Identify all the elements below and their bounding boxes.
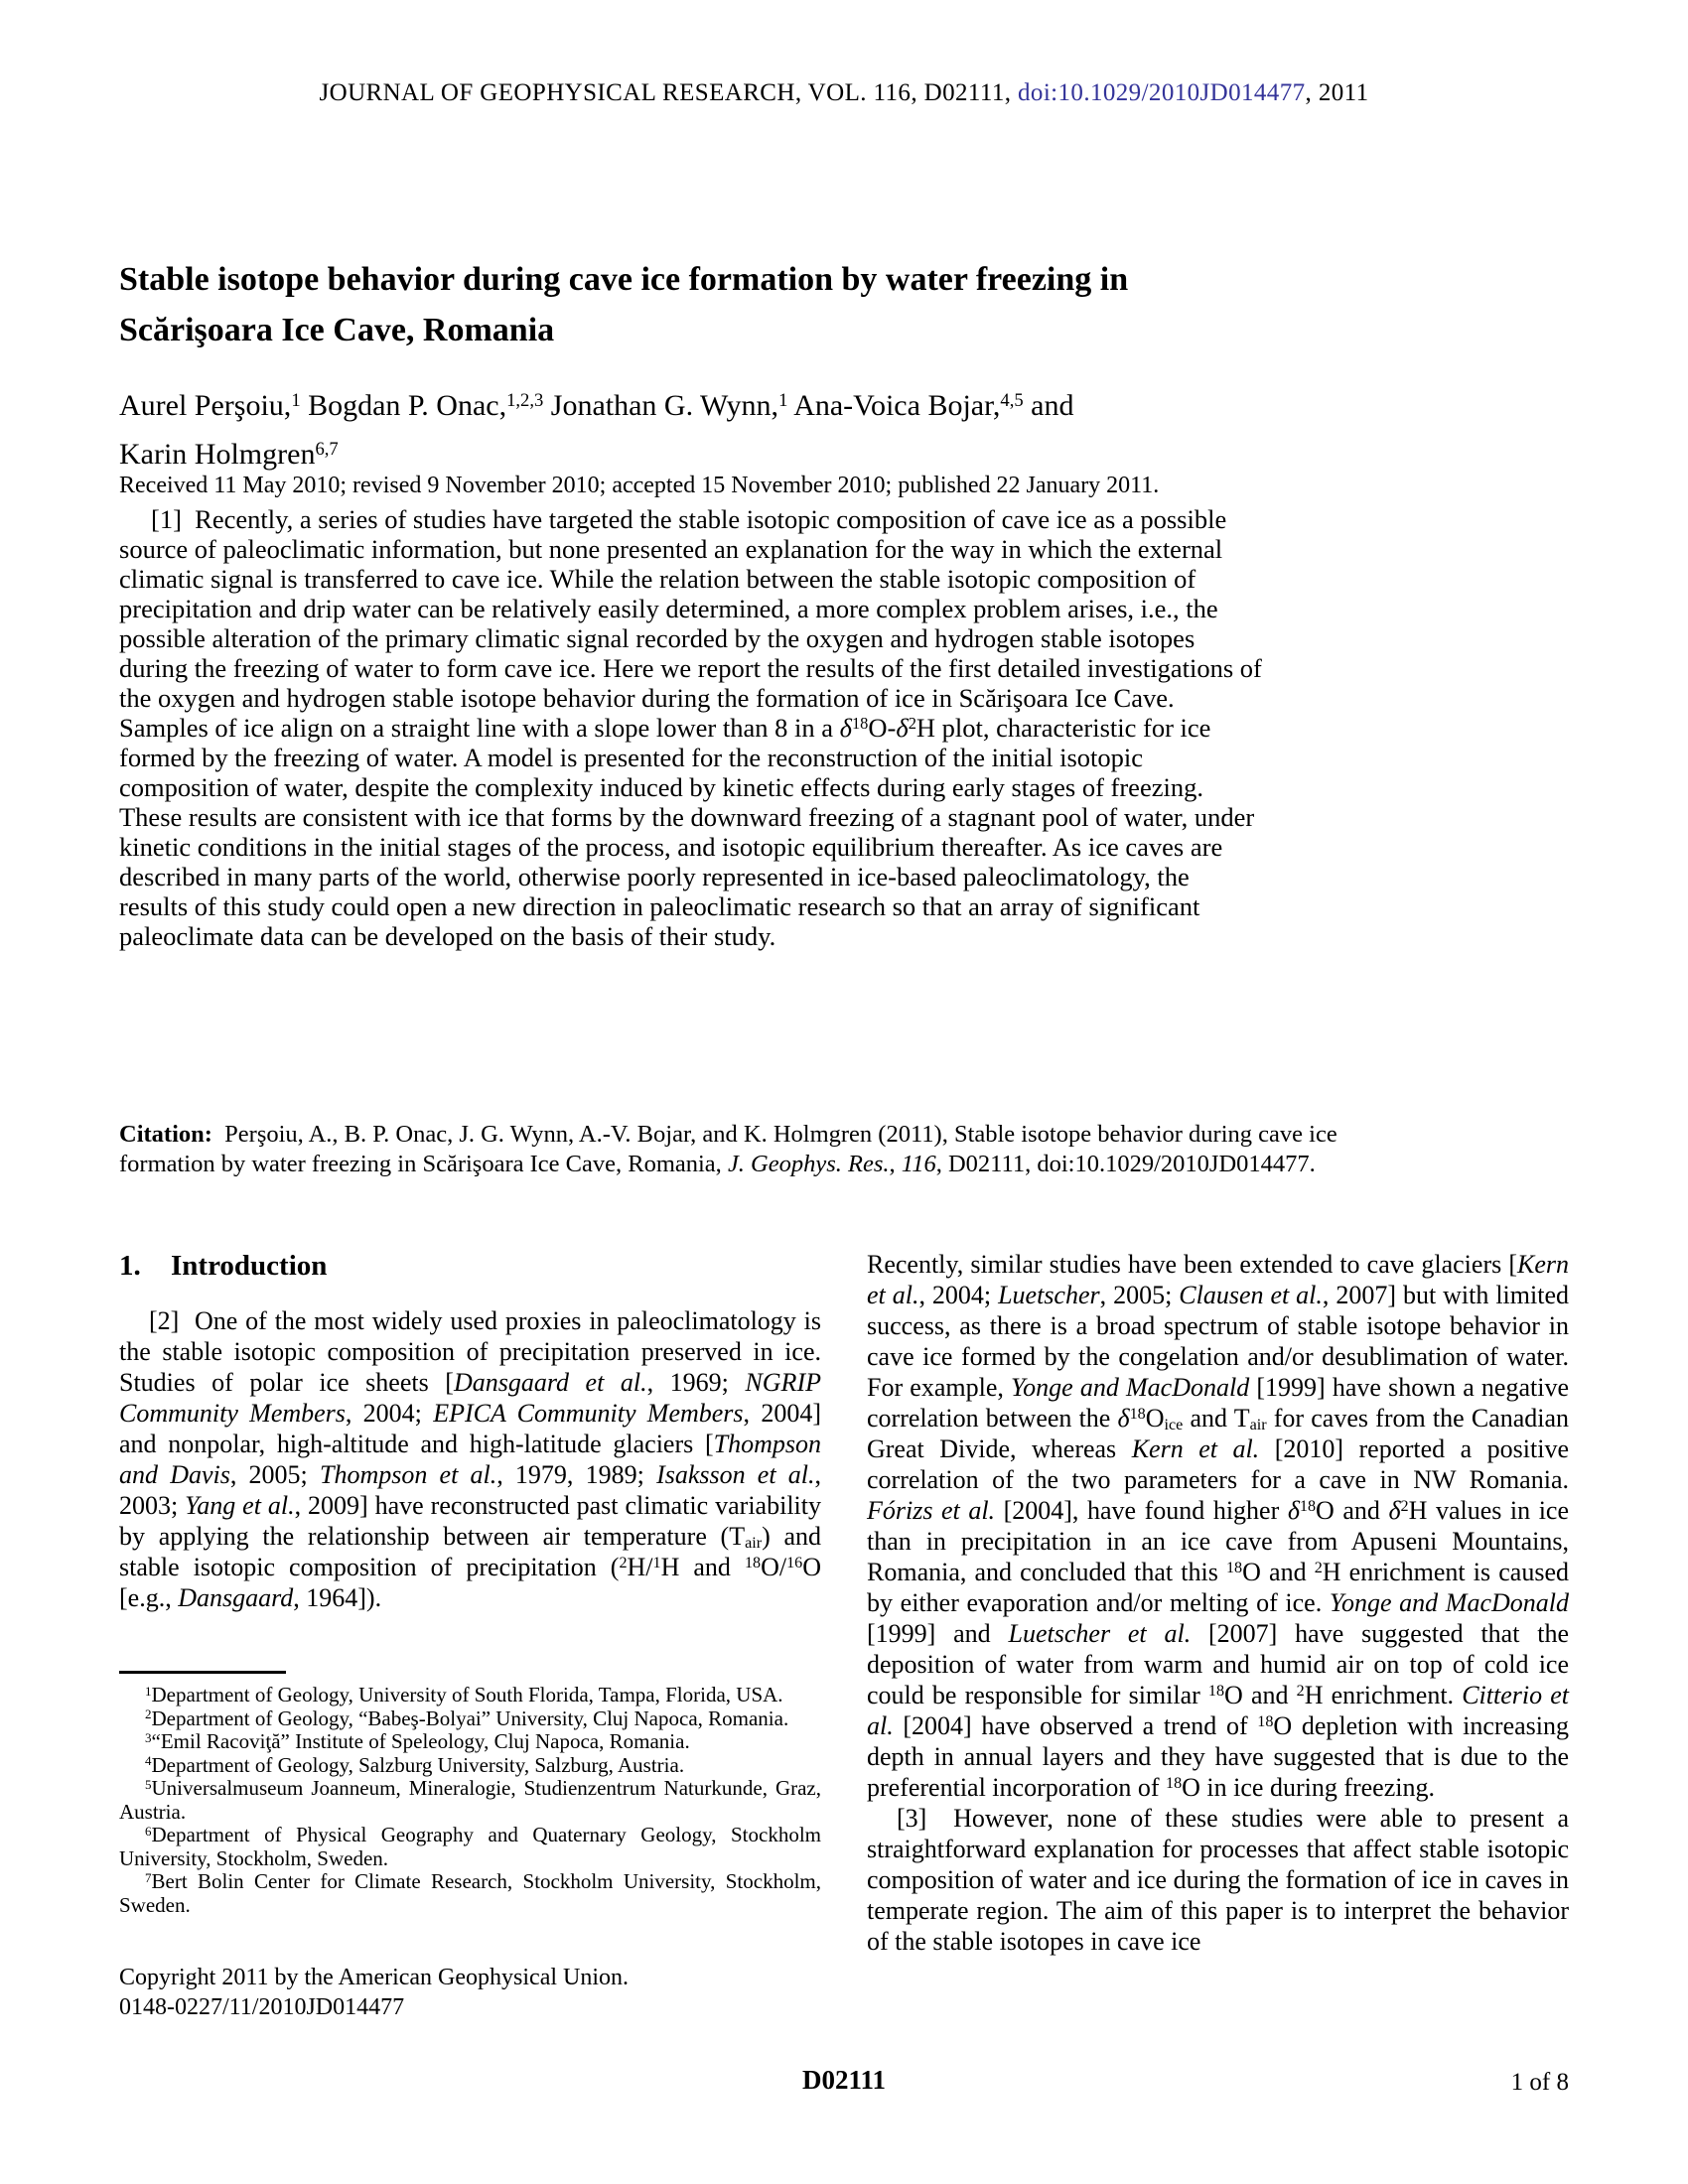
journal-header-post: , 2011 — [1305, 79, 1369, 106]
footnote-item: $^7$Bert Bolin Center for Climate Research, Stockholm University, Stockholm, Sweden. — [119, 1869, 821, 1917]
received-line: Received 11 May 2010; revised 9 November 2010; accepted 15 November 2010; published 22 January 2011. — [119, 473, 1160, 498]
authors-line: Aurel Perşoiu,$^1$ Bogdan P. Onac,$^{1,2,3}$ Jonathan G. Wynn,$^1$ Ana-Voica Bojar,$^{4,5}$ and Karin Holmgren$^{6,7}$ — [119, 389, 1074, 471]
doi-link[interactable]: doi:10.1029/2010JD014477 — [1018, 79, 1306, 106]
paragraph-2: [2] One of the most widely used proxies in paleoclimatology is the stable isotopic composition of precipitation preserved in ice. Studies of polar ice sheets [Dansgaard et al., 1969; NGRIP Community Members, 2004; EPICA Community Members, 2004] and nonpolar, high-altitude and high-latitude glaciers [Thompson and Davis, 2005; Thompson et al., 1979, 1989; Isaksson et al., 2003; Yang et al., 2009] have reconstructed past climatic variability by applying the relationship between air temperature $(T_{air})$ and stable isotopic composition of precipitation ($^2$H/$^1$H and $^{18}$O/$^{16}$O [e.g., Dansgaard, 1964]). — [119, 1306, 822, 1612]
paper-title: Stable isotope behavior during cave ice formation by water freezing in Scărişoara Ice Cave, Romania — [119, 261, 1129, 348]
abstract-paragraph: [1] Recently, a series of studies have targeted the stable isotopic composition of cave ice as a possible source of paleoclimatic information, but none presented an explanation for the way in which the external climatic signal is transferred to cave ice. While the relation between the stable isotopic composition of precipitation and drip water can be relatively easily determined, a more complex problem arises, i.e., the possible alteration of the primary climatic signal recorded by the oxygen and hydrogen stable isotopes during the freezing of water to form cave ice. Here we report the results of the first detailed investigations of the oxygen and hydrogen stable isotope behavior during the formation of ice in Scărişoara Ice Cave. Samples of ice align on a straight line with a slope lower than 8 in a $\delta^{18}O-\delta^2H$ plot, characteristic for ice formed by the freezing of water. A model is presented for the reconstruction of the initial isotopic composition of water, despite the complexity induced by kinetic effects during early stages of freezing. These results are consistent with ice that forms by the downward freezing of a stagnant pool of water, under kinetic conditions in the initial stages of the process, and isotopic equilibrium thereafter. As ice caves are described in many parts of the world, otherwise poorly represented in ice-based paleoclimatology, the results of this study could open a new direction in paleoclimatic research so that an array of significant paleoclimate data can be developed on the basis of their study. — [119, 504, 1262, 951]
left-column — [119, 1249, 821, 2022]
footer-article-id: D02111 — [801, 2065, 887, 2095]
footnote-item: $^1$Department of Geology, University of South Florida, Tampa, Florida, USA. — [145, 1683, 783, 1706]
paragraph-3: [3] However, none of these studies were able to present a straightforward explanation for processes that affect stable isotopic composition of water and ice during the formation of ice in caves in temperate region. The aim of this paper is to interpret the behavior of the stable isotopes in cave ice — [867, 1804, 1569, 1956]
paragraph-2-continued: Recently, similar studies have been extended to cave glaciers [Kern et al., 2004; Luetscher, 2005; Clausen et al., 2007] but with limited success, as there is a broad spectrum of stable isotope behavior in cave ice formed by the congelation and/or desublimation of water. For example, Yonge and MacDonald [1999] have shown a negative correlation between the $\delta^{18}O_{ice}$ and $T_{air}$ for caves from the Canadian Great Divide, whereas Kern et al. [2010] reported a positive correlation of the two parameters for a cave in NW Romania. Fórizs et al. [2004], have found higher $\delta^{18}O$ and $\delta^2H$ values in ice than in precipitation in an ice cave from Apuseni Mountains, Romania, and concluded that this $^{18}$O and $^2$H enrichment is caused by either evaporation and/or melting of ice. Yonge and MacDonald [1999] and Luetscher et al. [2007] have suggested that the deposition of water from warm and humid air on top of cold ice could be responsible for similar $^{18}$O and $^2$H enrichment. Citterio et al. [2004] have observed a trend of $^{18}$O depletion with increasing depth in annual layers and they have suggested that is due to the preferential incorporation of $^{18}$O in ice during freezing. — [867, 1250, 1570, 1802]
section-heading-introduction — [119, 1251, 821, 1282]
copyright-block — [119, 1963, 821, 2022]
footnotes-block — [119, 1684, 821, 1917]
footnote-item: $^5$Universalmuseum Joanneum, Mineralogie, Studienzentrum Naturkunde, Graz, Austria. — [119, 1776, 821, 1824]
footnote-item: $^6$Department of Physical Geography and Quaternary Geology, Stockholm University, Stockholm, Sweden. — [119, 1823, 821, 1870]
two-column-body — [119, 1249, 1569, 2022]
footer-page-number: 1 of 8 — [1510, 2069, 1569, 2096]
copyright-line: Copyright 2011 by the American Geophysical Union. — [119, 1965, 630, 1990]
footnote-divider — [119, 1671, 286, 1674]
section-label: Introduction — [171, 1250, 328, 1282]
footnote-item: $^4$Department of Geology, Salzburg University, Salzburg, Austria. — [145, 1752, 685, 1777]
section-number: 1. — [119, 1250, 141, 1282]
journal-header-line — [0, 79, 1688, 107]
issn-code-line: 0148-0227/11/2010JD014477 — [119, 1994, 405, 2020]
citation-block: Citation: Perşoiu, A., B. P. Onac, J. G. Wynn, A.-V. Bojar, and K. Holmgren (2011), Stable isotope behavior during cave ice formation by water freezing in Scărişoara Ice Cave, Romania, J. Geophys. Res., 116, D02111, doi:10.1029/2010JD014477. — [119, 1121, 1337, 1177]
footnote-item: $^2$Department of Geology, “Babeş-Bolyai” University, Cluj Napoca, Romania. — [145, 1706, 789, 1730]
right-column — [867, 1249, 1569, 2022]
footnote-item: $^3$“Emil Racoviţă” Institute of Speleology, Cluj Napoca, Romania. — [145, 1729, 690, 1753]
journal-header-pre: JOURNAL OF GEOPHYSICAL RESEARCH, VOL. 116, D02111, — [319, 79, 1019, 106]
